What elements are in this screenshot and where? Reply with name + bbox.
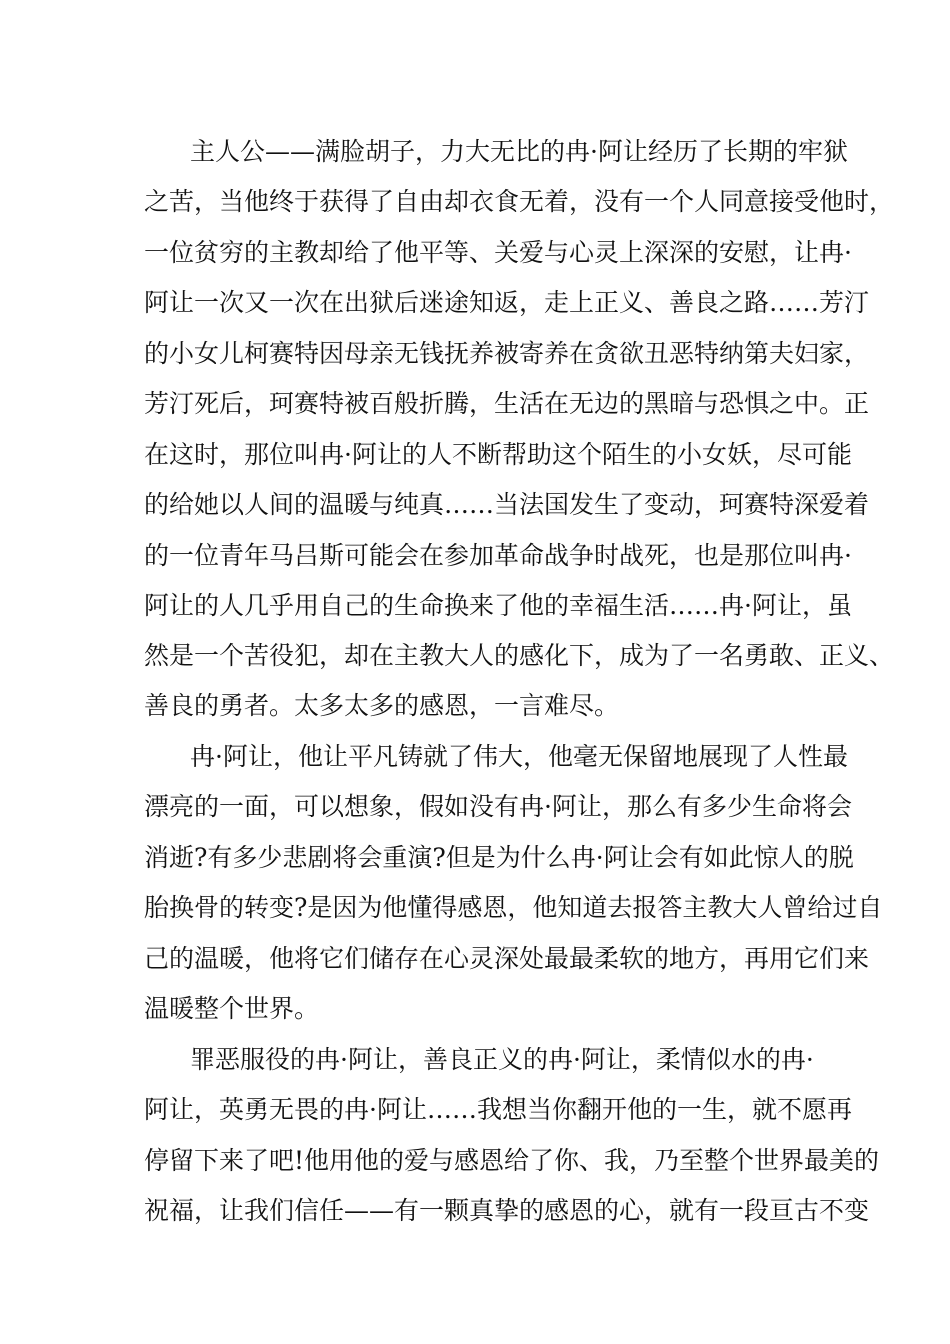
paragraph-1-line-1: 主人公——满脸胡子，力大无比的冉·阿让经历了长期的牢狱 (190, 137, 848, 166)
paragraph-2-line-5: 己的温暖，他将它们储存在心灵深处最最柔软的地方，再用它们来 (144, 944, 870, 973)
paragraph-3-line-4: 祝福，让我们信任——有一颗真挚的感恩的心，就有一段亘古不变 (144, 1196, 870, 1225)
paragraph-1-line-4: 阿让一次又一次在出狱后迷途知返，走上正义、善良之路……芳汀 (144, 288, 870, 317)
paragraph-2-line-4: 胎换骨的转变?是因为他懂得感恩，他知道去报答主教大人曾给过自 (144, 893, 883, 922)
paragraph-1-line-7: 在这时，那位叫冉·阿让的人不断帮助这个陌生的小女妖，尽可能 (144, 440, 852, 469)
paragraph-1-line-12: 善良的勇者。太多太多的感恩，一言难尽。 (144, 691, 620, 720)
paragraph-1-line-8: 的给她以人间的温暖与纯真……当法国发生了变动，珂赛特深爱着 (144, 490, 870, 519)
paragraph-1-line-2: 之苦，当他终于获得了自由却衣食无着，没有一个人同意接受他时， (144, 187, 895, 216)
paragraph-2-line-2: 漂亮的一面，可以想象，假如没有冉·阿让，那么有多少生命将会 (144, 792, 852, 821)
paragraph-2-line-6: 温暖整个世界。 (144, 994, 320, 1023)
paragraph-1-line-10: 阿让的人几乎用自己的生命换来了他的幸福生活……冉·阿让，虽 (144, 591, 852, 620)
paragraph-1-line-3: 一位贫穷的主教却给了他平等、关爱与心灵上深深的安慰，让冉· (144, 238, 852, 267)
paragraph-3-line-2: 阿让，英勇无畏的冉·阿让……我想当你翻开他的一生，就不愿再 (144, 1095, 852, 1124)
paragraph-2-line-1: 冉·阿让，他让平凡铸就了伟大，他毫无保留地展现了人性最 (190, 742, 848, 771)
paragraph-1-line-9: 的一位青年马吕斯可能会在参加革命战争时战死，也是那位叫冉· (144, 541, 852, 570)
paragraph-3-line-3: 停留下来了吧!他用他的爱与感恩给了你、我，乃至整个世界最美的 (144, 1146, 880, 1175)
paragraph-2-line-3: 消逝?有多少悲剧将会重演?但是为什么冉·阿让会有如此惊人的脱 (144, 843, 854, 872)
paragraph-1-line-5: 的小女儿柯赛特因母亲无钱抚养被寄养在贪欲丑恶特纳第夫妇家， (144, 339, 870, 368)
paragraph-3-line-1: 罪恶服役的冉·阿让，善良正义的冉·阿让，柔情似水的冉· (190, 1045, 814, 1074)
paragraph-1-line-6: 芳汀死后，珂赛特被百般折腾，生活在无边的黑暗与恐惧之中。正 (144, 389, 870, 418)
paragraph-1-line-11: 然是一个苦役犯，却在主教大人的感化下，成为了一名勇敢、正义、 (144, 641, 895, 670)
